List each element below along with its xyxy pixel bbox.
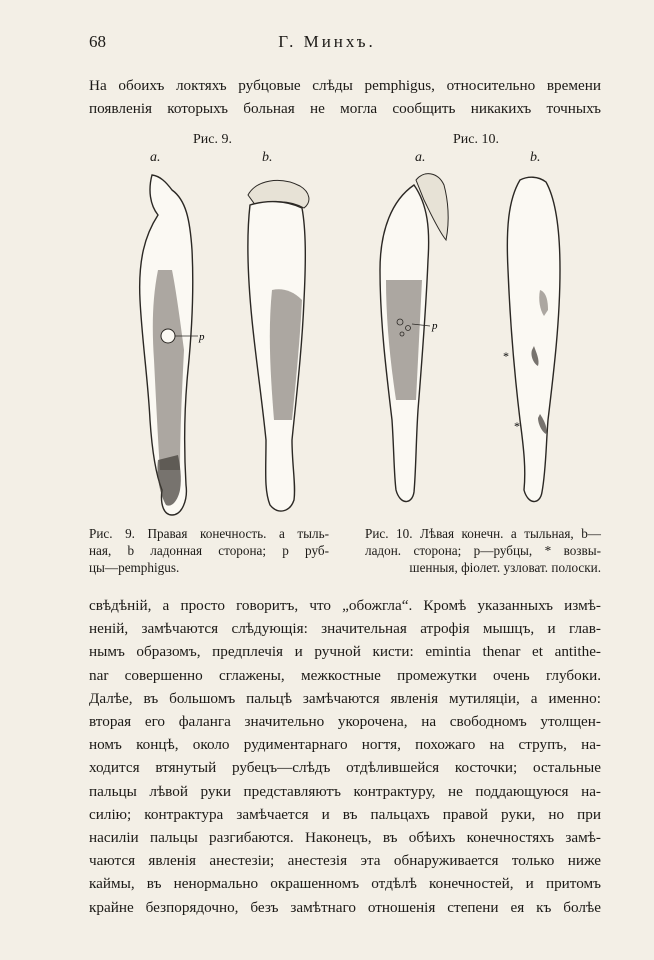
text-line: nar совершенно сглажены, межкостные промежутки очень глубоки. <box>89 666 601 684</box>
text-line: свѣдѣній, а просто говоритъ, что „обожгла“. Кромѣ указанныхъ измѣ- <box>89 597 601 614</box>
page-number: 68 <box>89 32 106 51</box>
figure-9-caption <box>89 525 329 576</box>
figure-9-arm-dorsal <box>140 175 198 515</box>
figure-10-caption <box>365 525 601 576</box>
text-line: пальцы лѣвой руки представляютъ контрактуру, не поддающуюся на- <box>89 782 601 800</box>
text-line: ходится втянутый рубецъ—слѣдъ отдѣлившейся косточки; остальные <box>89 759 601 777</box>
figure-10-arm-palmar <box>507 177 560 501</box>
caption-line: ная, b ладонная сторона; p руб- <box>89 543 329 558</box>
text-line: нымъ образомъ, предплечія и ручной кисти: emintia thenar et antithe- <box>89 643 601 661</box>
text-line: каймы, въ ненормально окрашенномъ отдѣлѣ конечностей, и притомъ <box>89 875 601 893</box>
body-paragraph <box>89 594 601 919</box>
figure-9-panel-b-label: b. <box>262 150 273 165</box>
figure-10-panel-a-label: a. <box>415 150 426 165</box>
text-line: появленія которыхъ больная не могла сообщить никакихъ точныхъ <box>89 100 601 118</box>
text-line: номъ концѣ, около рудиментарнаго ногтя, похожаго на струпъ, на- <box>89 736 601 754</box>
figure-10-label: Рис. 10. <box>453 132 499 147</box>
running-head: Г. Минхъ. <box>278 32 376 51</box>
text-line: чаются явленія анестезіи; анестезія эта обнаруживается только ниже <box>89 852 601 870</box>
figure-10-star-mark: * <box>514 419 520 433</box>
text-line: силію; контрактура замѣчается и въ пальцахъ правой руки, но при <box>89 805 601 823</box>
caption-line: Рис. 9. Правая конечность. a тыль- <box>89 526 329 541</box>
text-line: вторая его фаланга значительно укорочена, на свободномъ утолщен- <box>89 713 601 731</box>
figure-10-star-mark: * <box>503 349 509 363</box>
caption-line: ладон. сторона; p—рубцы, * возвы- <box>365 543 601 558</box>
text-line: насиліи пальцы разгибаются. Наконецъ, въ обѣихъ конечностяхъ замѣ- <box>89 829 601 847</box>
text-line: крайне безпорядочно, безъ замѣтнаго отношенія степени ея къ болѣе <box>89 898 601 916</box>
figure-9-arm-palmar <box>248 180 309 511</box>
figure-9-label: Рис. 9. <box>193 132 232 147</box>
figure-10-panel-b-label: b. <box>530 150 541 165</box>
caption-line: шенныя, фіолет. узловат. полоски. <box>409 560 601 575</box>
text-line: Далѣе, въ большомъ пальцѣ замѣчаются явленія мутиляціи, а именно: <box>89 689 601 707</box>
figure-9-panel-a-label: a. <box>150 150 161 165</box>
figure-10-marker-p: p <box>432 320 438 332</box>
figure-9-marker-p: p <box>199 331 205 343</box>
text-line: неній, замѣчаются слѣдующія: значительная атрофія мышцъ, и глав- <box>89 620 601 638</box>
caption-line: Рис. 10. Лѣвая конечн. a тыльная, b— <box>365 526 601 541</box>
figure-10-arm-dorsal <box>380 174 448 502</box>
caption-line: цы—pemphigus. <box>89 560 180 575</box>
text-line: На обоихъ локтяхъ рубцовые слѣды pemphigus, относительно времени <box>89 77 601 94</box>
